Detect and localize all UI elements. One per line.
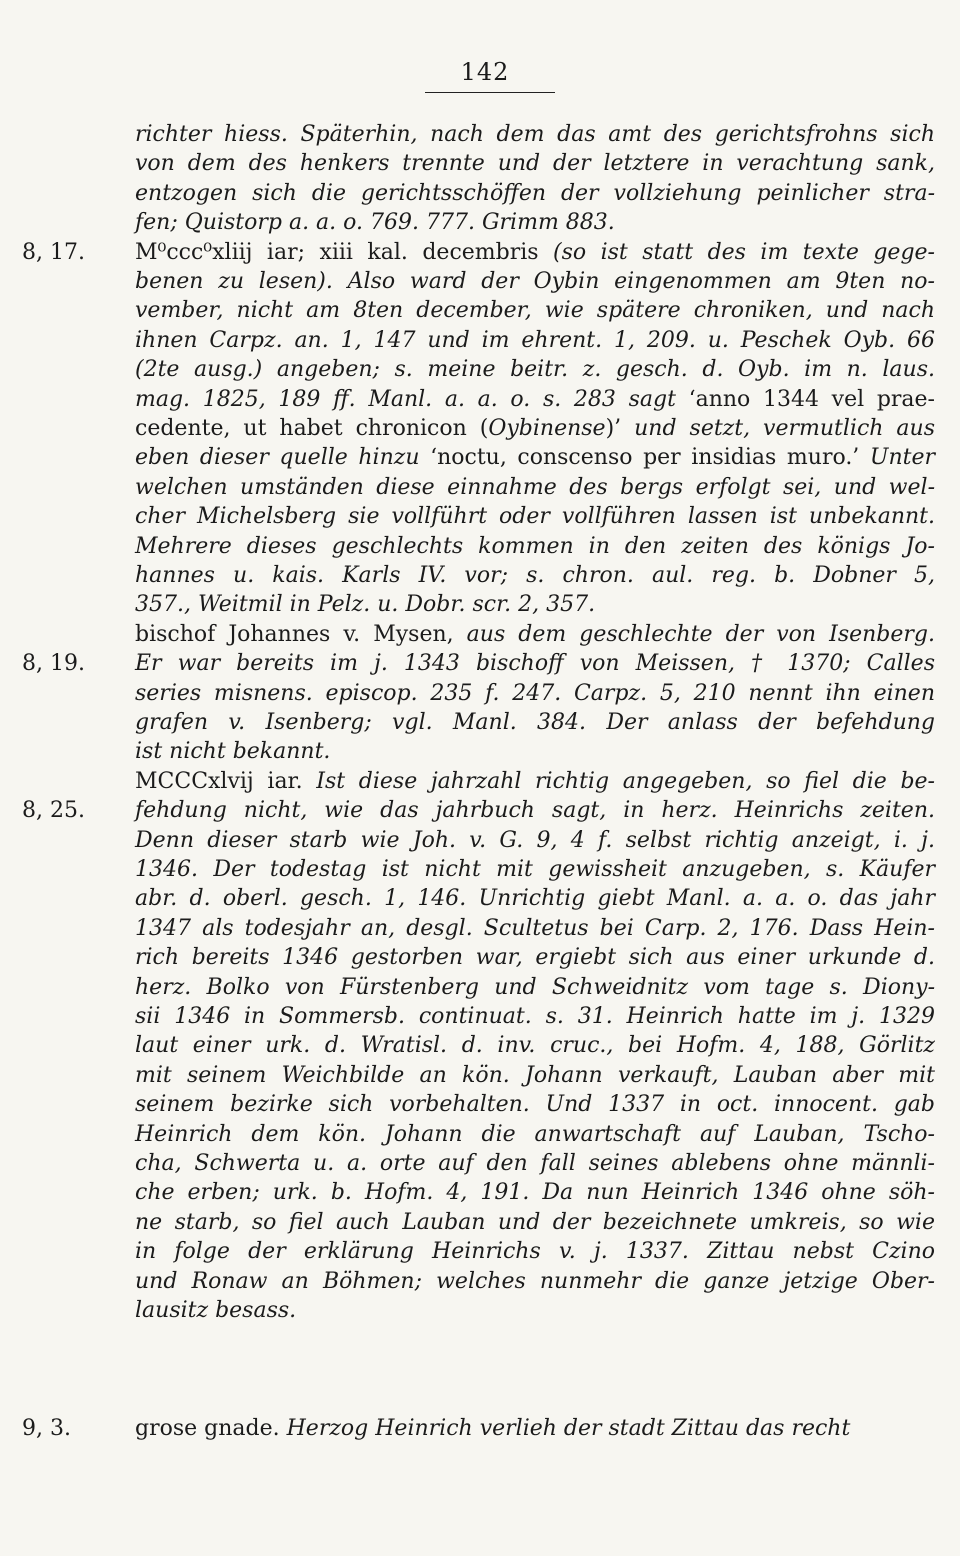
text-segment: Herzog Heinrich verlieh der stadt Zittau das recht (286, 1415, 851, 1441)
text-segment: (so ist statt des im texte gege- (553, 239, 935, 265)
text-line (135, 179, 935, 209)
text-segment: cher Michelsberg sie vollführt oder vollführen lassen ist unbekannt. (135, 504, 935, 530)
text-segment: grafen v. Isenberg; vgl. Manl. 384. Der anlass der befehdung (135, 710, 935, 735)
text-segment: mit seinem Weichbilde an kön. Johann verkauft, Lauban aber mit (135, 1062, 935, 1088)
text-segment: Er war bereits im j. 1343 bischoff von Meissen, † 1370; Calles (135, 651, 935, 677)
text-segment: Mehrere dieses geschlechts kommen in den zeiten des königs Jo- (135, 533, 935, 559)
text-segment: ne starb, so fiel auch Lauban und der bezeichnete umkreis, so wie (135, 1209, 935, 1235)
text-segment: Unter (859, 445, 935, 471)
text-line (135, 649, 935, 679)
text-line (135, 884, 935, 914)
text-line (135, 532, 935, 562)
text-segment: laut einer urk. d. Wratisl. d. inv. cruc., bei Hofm. 4, 188, Görlitz (135, 1033, 935, 1059)
text-segment: ‘anno 1344 vel prae- (688, 386, 935, 412)
text-line (135, 385, 935, 415)
text-line (135, 855, 935, 885)
text-segment: und Ronaw an Böhmen; welches nunmehr die ganze jetzige Ober- (135, 1268, 935, 1294)
text-line (135, 355, 935, 385)
text-line (135, 1208, 935, 1238)
text-segment: che erben; urk. b. Hofm. 4, 191. Da nun Heinrich 1346 ohne söh- (135, 1180, 935, 1206)
text-segment: (2te ausg.) angeben; s. meine beitr. z. gesch. d. Oyb. im n. laus. (135, 357, 935, 383)
text-segment: ist nicht bekannt. (135, 739, 331, 765)
text-segment: seinem bezirke sich vorbehalten. Und 1337 in oct. innocent. gab (135, 1092, 935, 1118)
text-segment: von dem des henkers trennte und der letztere in verachtung sank, (135, 151, 935, 177)
text-segment: 1346. Der todestag ist nicht mit gewissheit anzugeben, s. Käufer (135, 857, 935, 882)
text-segment: grose gnade. (135, 1415, 287, 1441)
text-segment: )’ (605, 416, 635, 441)
text-line (135, 914, 935, 944)
text-line (135, 149, 935, 179)
text-line (135, 1237, 935, 1267)
text-segment: und setzt, vermutlich aus (634, 416, 935, 441)
text-line (135, 208, 935, 238)
text-segment: sii 1346 in Sommersb. continuat. s. 31. Heinrich hatte im j. 1329 (135, 1004, 935, 1029)
text-segment: fehdung nicht, wie das jahrbuch sagt, in herz. Heinrichs zeiten. (135, 798, 935, 824)
margin-reference: 8, 19. (22, 651, 85, 677)
text-segment: eben dieser quelle hinzu (135, 445, 431, 471)
text-segment: in folge der erklärung Heinrichs v. j. 1337. Zittau nebst Czino (135, 1239, 935, 1265)
text-segment: MCCCxlvij iar. (135, 768, 317, 794)
text-segment: cha, Schwerta u. a. orte auf den fall seines ablebens ohne männli- (135, 1151, 935, 1176)
text-segment: entzogen sich die gerichtsschöffen der vollziehung peinlicher stra- (135, 180, 935, 206)
text-line (135, 943, 935, 973)
text-segment: series misnens. episcop. 235 f. 247. Carpz. 5, 210 nennt ihn einen (135, 680, 935, 706)
text-line (135, 620, 935, 650)
text-line (135, 120, 935, 150)
text-segment: bischof Johannes v. Mysen, (135, 621, 467, 647)
text-line (135, 1178, 935, 1208)
text-line (135, 238, 935, 268)
text-line (135, 267, 935, 297)
text-line (135, 561, 935, 591)
text-segment: rich bereits 1346 gestorben war, ergiebt sich aus einer urkunde d. (135, 945, 935, 971)
text-segment: fen; Quistorp a. a. o. 769. 777. Grimm 883. (135, 210, 615, 236)
text-segment: mag. 1825, 189 ff. Manl. a. a. o. s. 283 sagt (135, 386, 689, 412)
text-line (135, 502, 935, 532)
margin-reference: 8, 17. (22, 239, 85, 265)
text-line (135, 1267, 935, 1297)
text-line (135, 767, 935, 797)
text-segment: 357., Weitmil in Pelz. u. Dobr. scr. 2, 357. (135, 592, 596, 618)
text-line (135, 826, 935, 856)
text-segment: welchen umständen diese einnahme des bergs erfolgt sei, und wel- (135, 474, 935, 500)
text-segment: lausitz besass. (135, 1298, 297, 1323)
text-segment: hannes u. kais. Karls IV. vor; s. chron. aul. reg. b. Dobner 5, (135, 563, 935, 588)
text-line (135, 1061, 935, 1091)
text-segment: aus dem geschlechte der von Isenberg. (466, 621, 936, 647)
text-line (135, 1149, 935, 1179)
text-line (135, 1414, 935, 1444)
text-segment: herz. Bolko von Fürstenberg und Schweidnitz vom tage s. Diony- (135, 974, 935, 1000)
text-segment: 1347 als todesjahr an, desgl. Scultetus bei Carp. 2, 176. Dass Hein- (135, 915, 935, 941)
text-line (135, 708, 935, 738)
text-line (135, 737, 935, 767)
margin-reference: 8, 25. (22, 798, 85, 824)
text-line (135, 973, 935, 1003)
text-segment: M⁰ccc⁰xliij iar; xiii kal. decembris (135, 239, 554, 265)
text-segment: ‘noctu, conscenso per insidias muro.’ (430, 445, 860, 471)
text-segment: Heinrich dem kön. Johann die anwartschaft auf Lauban, Tscho- (135, 1121, 935, 1147)
text-line (135, 1120, 935, 1150)
text-line (135, 473, 935, 503)
text-line (135, 1296, 935, 1326)
text-line (135, 1090, 935, 1120)
text-segment: benen zu lesen). Also ward der Oybin eingenommen am 9ten no- (135, 269, 935, 294)
page-number: 142 (460, 58, 510, 86)
text-line (135, 590, 935, 620)
text-line (135, 1002, 935, 1032)
text-segment: Denn dieser starb wie Joh. v. G. 9, 4 f. selbst richtig anzeigt, i. j. (135, 827, 935, 853)
text-segment: Oybinense (488, 416, 606, 441)
text-segment: ihnen Carpz. an. 1, 147 und im ehrent. 1, 209. u. Peschek Oyb. 66 (135, 327, 935, 353)
text-segment: abr. d. oberl. gesch. 1, 146. Unrichtig giebt Manl. a. a. o. das jahr (135, 886, 935, 912)
text-line (135, 443, 935, 473)
text-line (135, 414, 935, 444)
text-segment: Ist diese jahrzahl richtig angegeben, so fiel die be- (316, 768, 935, 794)
text-segment: cedente, ut habet chronicon ( (135, 416, 489, 441)
text-line (135, 326, 935, 356)
text-segment: richter hiess. Späterhin, nach dem das amt des gerichtsfrohns sich (135, 122, 935, 147)
margin-reference: 9, 3. (22, 1415, 71, 1441)
text-segment: vember, nicht am 8ten december, wie spätere chroniken, und nach (135, 298, 935, 324)
text-line (135, 679, 935, 709)
text-line (135, 796, 935, 826)
text-line (135, 296, 935, 326)
text-line (135, 1031, 935, 1061)
